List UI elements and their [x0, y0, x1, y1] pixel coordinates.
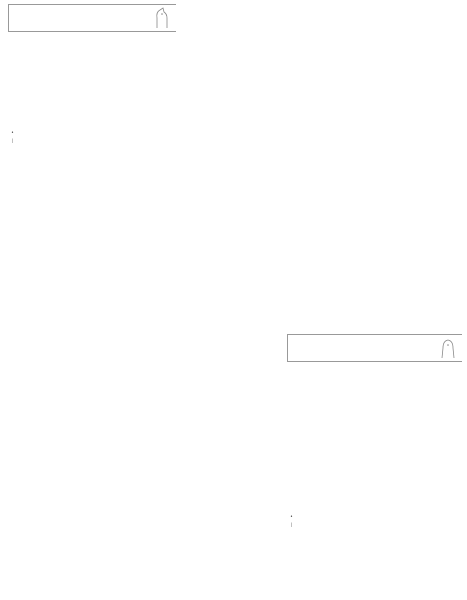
schnauzer-chart — [11, 368, 238, 592]
pinscher-grid — [235, 38, 460, 259]
col-dmc — [322, 378, 336, 379]
schnauzer-grid — [11, 368, 238, 592]
col-dmc — [47, 50, 61, 51]
pinscher-title-box — [8, 4, 176, 32]
col-anchor — [290, 378, 322, 379]
pinscher-chart — [235, 38, 460, 259]
french-knots-line: • — [11, 130, 14, 136]
key-header — [7, 50, 61, 51]
dog-sketch-icon — [437, 336, 459, 360]
french-knots-line: • — [290, 514, 293, 520]
backstitch-line: | — [11, 137, 14, 144]
schnauzer-notes — [286, 514, 299, 529]
schnauzer-color-key — [286, 378, 336, 379]
paw-print-divider — [0, 258, 467, 304]
schnauzer-title-box — [287, 334, 462, 362]
col-anchor — [11, 50, 47, 51]
key-header — [286, 378, 336, 379]
dog-sketch-icon — [151, 6, 173, 30]
pinscher-notes — [7, 130, 20, 145]
backstitch-line: | — [290, 521, 293, 528]
pinscher-color-key — [7, 50, 61, 51]
